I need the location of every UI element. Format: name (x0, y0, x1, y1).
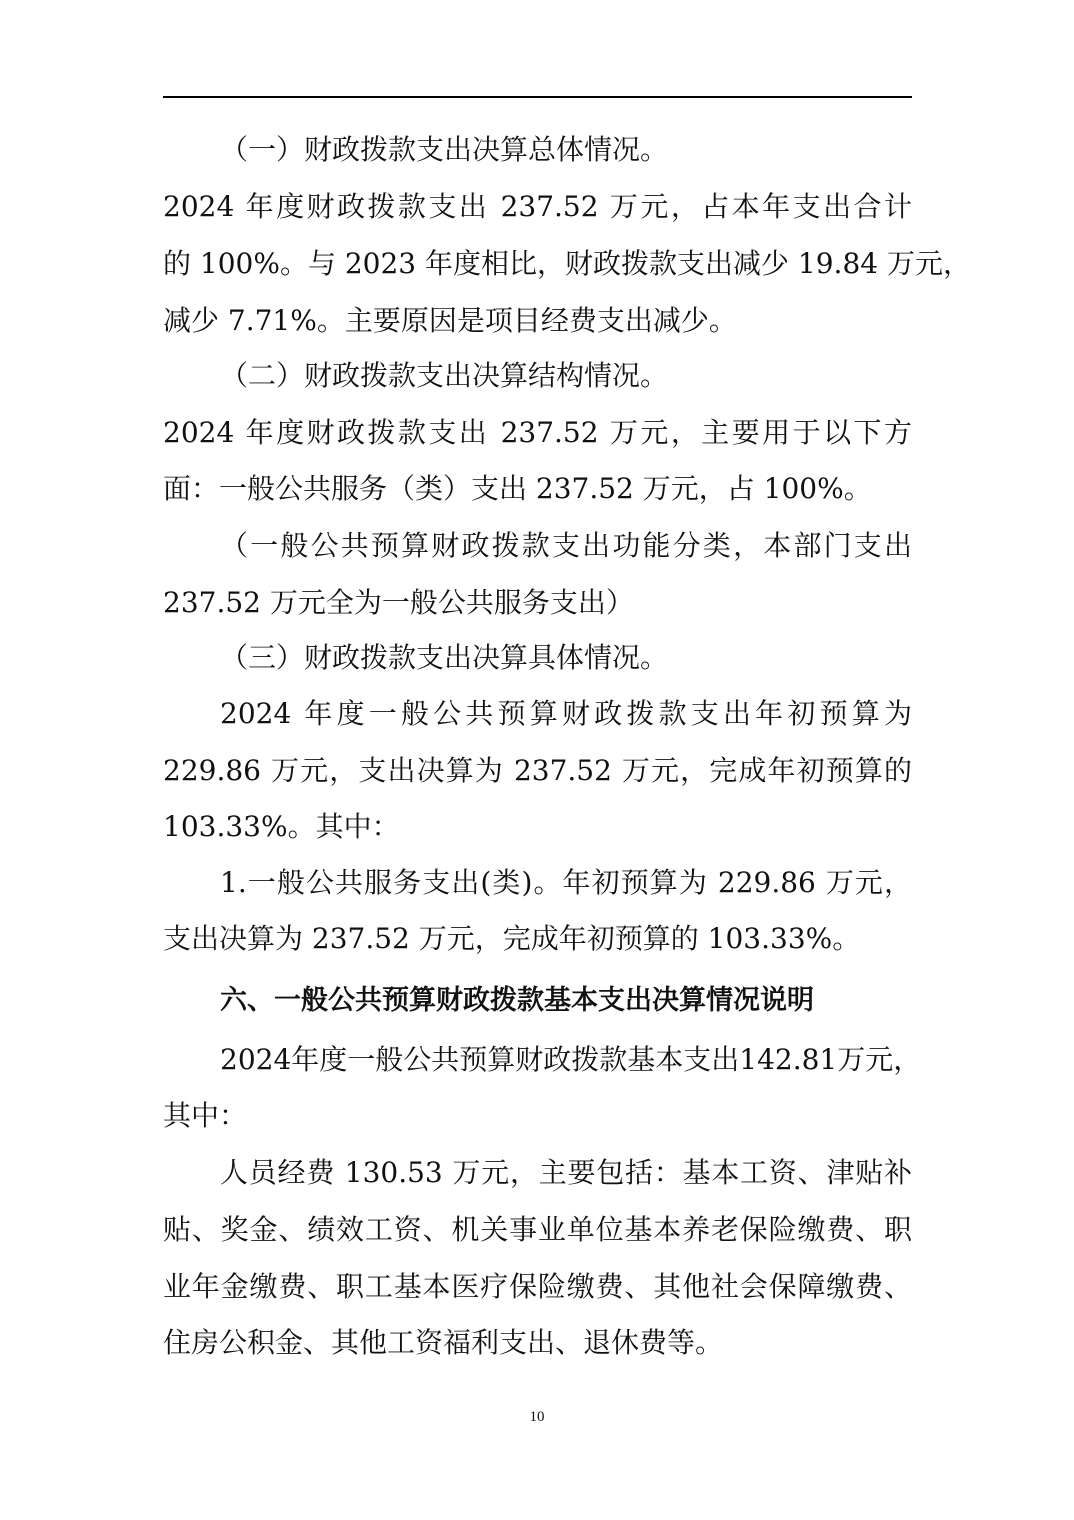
document-page: （一）财政拨款支出决算总体情况。 2024 年度财政拨款支出 237.52 万元，占本年支出合计 的 100%。与 2023 年度相比，财政拨款支出减少 19.84 万元， 减少 7.71%。主要原因是项目经费支出减少。 （二）财政拨款支出决算结构情况。 2024 年度财政拨款支出 237.52 万元，主要用于以下方 面：一般公共服务（类）支出 237.52 万元，占 100%。 （一般公共预算财政拨款支出功能分类，本部门支出 237.52 万元全为一般公共服务支出） （三）财政拨款支出决算具体情况。 2024 年度一般公共预算财政拨款支出年初预算为 229.86 万元，支出决算为 237.52 万元，完成年初预算的 103.33%。其中： 1.一般公共服务支出(类)。年初预算为 229.86 万元， 支出决算为 237.52 万元，完成年初预算的 103.33%。 六、一般公共预算财政拨款基本支出决算情况说明 2024年度一般公共预算财政拨款基本支出142.81万元， 其中： 人员经费 130.53 万元，主要包括：基本工资、津贴补 贴、奖金、绩效工资、机关事业单位基本养老保险缴费、职 业年金缴费、职工基本医疗保险缴费、其他社会保障缴费、 住房公积金、其他工资福利支出、退休费等。 10 (0, 0, 1074, 1520)
page-number: 10 (529, 1409, 545, 1425)
header-rule (163, 96, 912, 98)
